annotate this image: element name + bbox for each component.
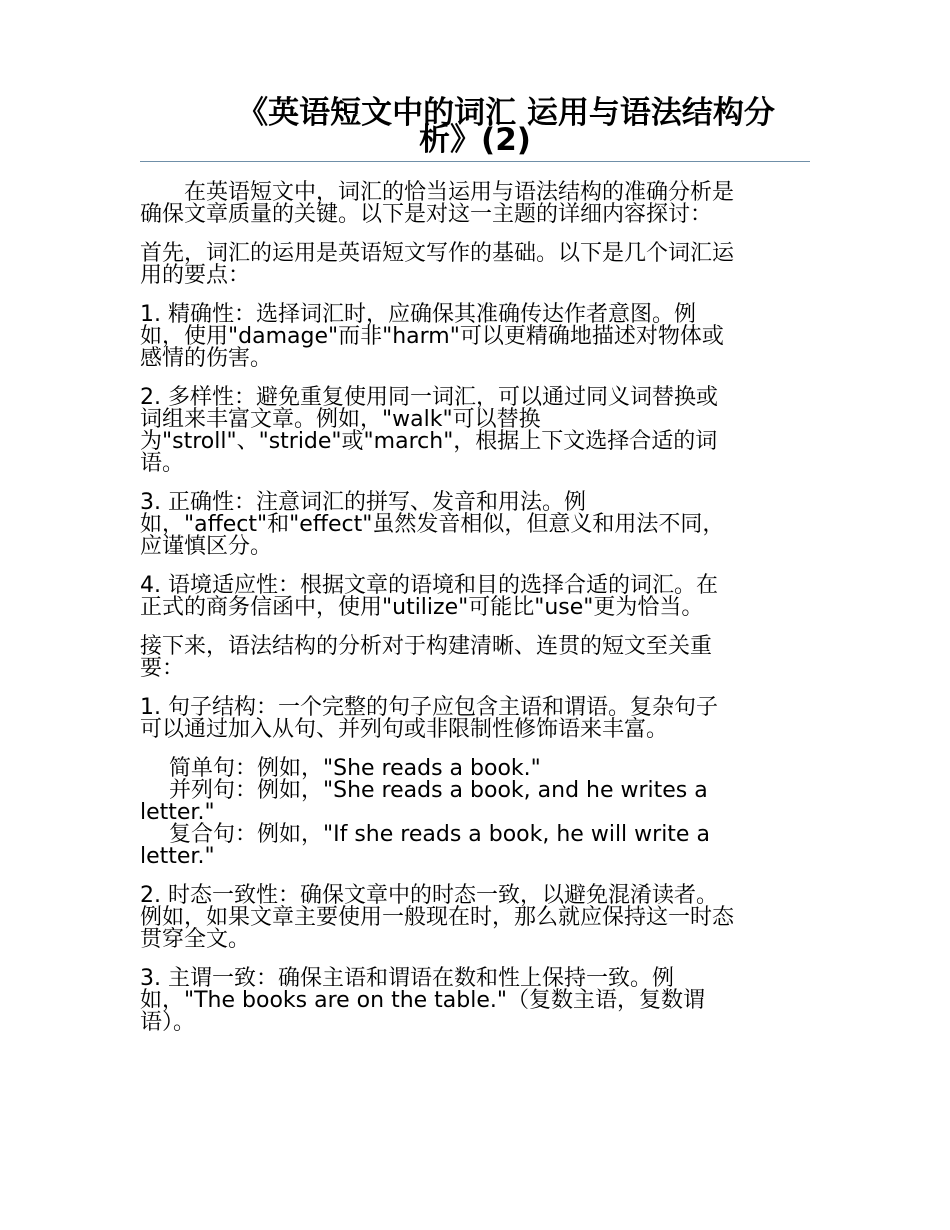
example-compound-sentence: 并列句：例如，"She reads a book, and he writes a bbox=[169, 778, 708, 803]
text-line: 感情的伤害。 bbox=[140, 346, 273, 371]
text-line: 正式的商务信函中，使用"utilize"可能比"use"更为恰当。 bbox=[140, 595, 704, 620]
paragraph-vocab-3 bbox=[140, 492, 820, 558]
text-line: 4. 语境适应性：根据文章的语境和目的选择合适的词汇。在 bbox=[140, 573, 718, 598]
text-line: 词组来丰富文章。例如，"walk"可以替换 bbox=[140, 407, 541, 432]
text-line: 为"stroll"、"stride"或"march"，根据上下文选择合适的词 bbox=[140, 429, 718, 454]
text-line: 3. 主谓一致：确保主语和谓语在数和性上保持一致。例 bbox=[140, 966, 674, 991]
paragraph-vocab-2 bbox=[140, 387, 820, 475]
text-line: 用的要点： bbox=[140, 263, 251, 288]
example-simple-sentence: 简单句：例如，"She reads a book." bbox=[169, 756, 541, 781]
document-title bbox=[140, 95, 810, 158]
text-line: 1. 精确性：选择词汇时，应确保其准确传达作者意图。例 bbox=[140, 302, 696, 327]
text-line: 1. 句子结构：一个完整的句子应包含主语和谓语。复杂句子 bbox=[140, 695, 718, 720]
document-body bbox=[140, 182, 820, 1051]
text-line: 应谨慎区分。 bbox=[140, 534, 273, 559]
paragraph-vocab-4 bbox=[140, 575, 820, 619]
example-compound-sentence-cont: letter." bbox=[140, 800, 215, 825]
example-complex-sentence: 复合句：例如，"If she reads a book, he will write a bbox=[169, 822, 710, 847]
text-line: 语）。 bbox=[140, 1010, 196, 1035]
text-line: 例如，如果文章主要使用一般现在时，那么就应保持这一时态 bbox=[140, 905, 735, 930]
paragraph-grammar-1 bbox=[140, 697, 820, 741]
paragraph-grammar-3 bbox=[140, 968, 820, 1034]
title-underline bbox=[140, 161, 810, 162]
text-line: 2. 多样性：避免重复使用同一词汇，可以通过同义词替换或 bbox=[140, 385, 718, 410]
paragraph-grammar-2 bbox=[140, 885, 820, 951]
text-line: 如，"affect"和"effect"虽然发音相似，但意义和用法不同， bbox=[140, 512, 725, 537]
text-line: 可以通过加入从句、并列句或非限制性修饰语来丰富。 bbox=[140, 717, 669, 742]
title-line-1: 《英语短文中的词汇 运用与语法结构分 bbox=[237, 95, 775, 131]
text-line: 首先，词汇的运用是英语短文写作的基础。以下是几个词汇运 bbox=[140, 241, 735, 266]
text-line: 贯穿全文。 bbox=[140, 927, 251, 952]
paragraph-vocab-intro bbox=[140, 243, 820, 287]
title-line-2: 析》(2) bbox=[419, 122, 531, 158]
paragraph-vocab-1 bbox=[140, 304, 820, 370]
text-line: 在英语短文中，词汇的恰当运用与语法结构的准确分析是 bbox=[184, 180, 735, 205]
example-complex-sentence-cont: letter." bbox=[140, 844, 215, 869]
text-line: 语。 bbox=[140, 451, 185, 476]
text-line: 确保文章质量的关键。以下是对这一主题的详细内容探讨： bbox=[140, 202, 713, 227]
text-line: 要： bbox=[140, 656, 185, 681]
paragraph-intro bbox=[140, 182, 820, 226]
text-line: 如，"The books are on the table."（复数主语，复数谓 bbox=[140, 988, 706, 1013]
paragraph-grammar-intro bbox=[140, 636, 820, 680]
text-line: 如，使用"damage"而非"harm"可以更精确地描述对物体或 bbox=[140, 324, 724, 349]
text-line: 接下来，语法结构的分析对于构建清晰、连贯的短文至关重 bbox=[140, 634, 713, 659]
sentence-examples bbox=[140, 758, 820, 868]
text-line: 2. 时态一致性：确保文章中的时态一致，以避免混淆读者。 bbox=[140, 883, 718, 908]
text-line: 3. 正确性：注意词汇的拼写、发音和用法。例 bbox=[140, 490, 586, 515]
